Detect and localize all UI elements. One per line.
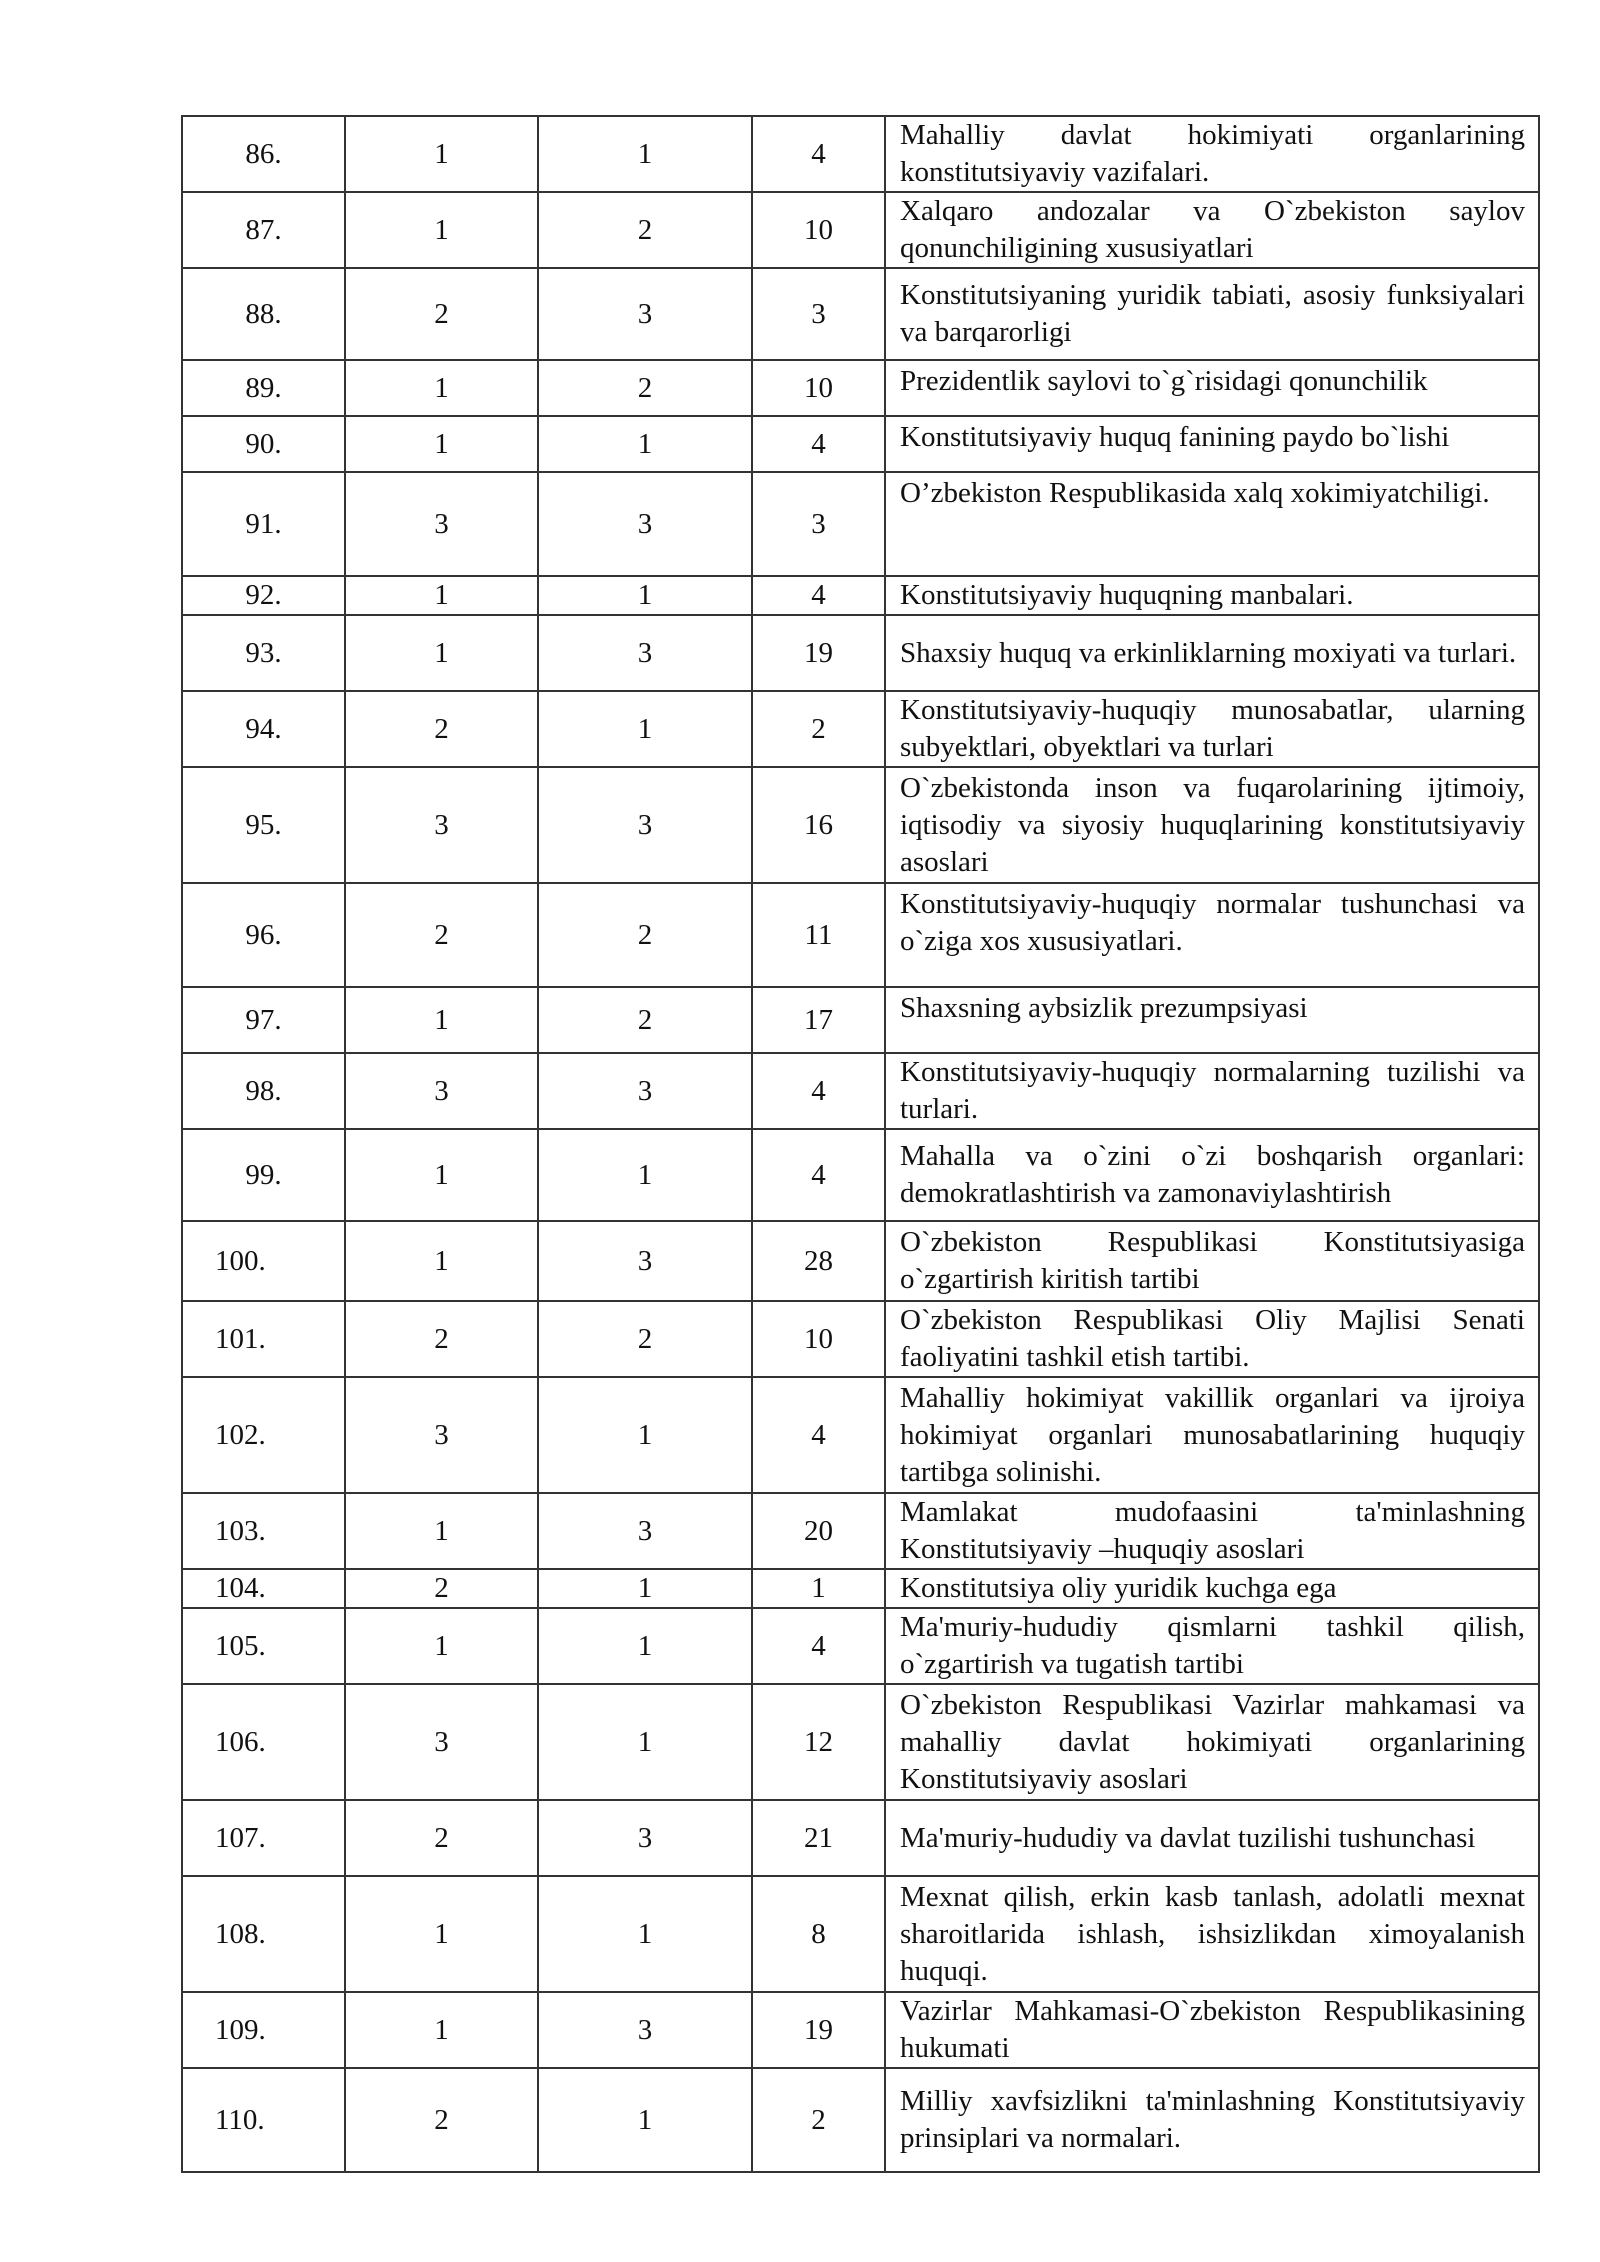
value-cell-2: 1 bbox=[538, 576, 752, 615]
value-cell-3: 4 bbox=[752, 116, 885, 192]
value-cell-2: 3 bbox=[538, 767, 752, 883]
value-cell-1: 1 bbox=[345, 192, 538, 268]
topic-text-cell: O`zbekiston Respublikasi Oliy Majlisi Senati faoliyatini tashkil etish tartibi. bbox=[885, 1301, 1539, 1377]
topic-text-cell: Prezidentlik saylovi to`g`risidagi qonunchilik bbox=[885, 360, 1539, 416]
row-number-cell: 104. bbox=[182, 1569, 345, 1608]
value-cell-2: 3 bbox=[538, 1221, 752, 1301]
topic-text-cell: Mamlakat mudofaasini ta'minlashning Konstitutsiyaviy –huquqiy asoslari bbox=[885, 1493, 1539, 1569]
row-number-cell: 103. bbox=[182, 1493, 345, 1569]
table-row bbox=[182, 2068, 1539, 2172]
row-number-cell: 96. bbox=[182, 883, 345, 987]
table-row bbox=[182, 1992, 1539, 2068]
value-cell-1: 1 bbox=[345, 1876, 538, 1992]
value-cell-1: 1 bbox=[345, 615, 538, 691]
row-number-cell: 93. bbox=[182, 615, 345, 691]
table-row bbox=[182, 1129, 1539, 1221]
row-number-cell: 100. bbox=[182, 1221, 345, 1301]
value-cell-3: 3 bbox=[752, 472, 885, 576]
value-cell-3: 28 bbox=[752, 1221, 885, 1301]
topic-text-cell: Konstitutsiyaviy huquq fanining paydo bo`lishi bbox=[885, 416, 1539, 472]
value-cell-3: 16 bbox=[752, 767, 885, 883]
questions-table bbox=[181, 115, 1540, 2173]
table-row bbox=[182, 1493, 1539, 1569]
value-cell-1: 3 bbox=[345, 1684, 538, 1800]
questions-table-body bbox=[182, 116, 1539, 2172]
value-cell-1: 2 bbox=[345, 1569, 538, 1608]
table-row bbox=[182, 1684, 1539, 1800]
value-cell-3: 3 bbox=[752, 268, 885, 360]
value-cell-1: 2 bbox=[345, 2068, 538, 2172]
topic-text-cell: Mahalliy hokimiyat vakillik organlari va ijroiya hokimiyat organlari munosabatlarining huquqiy tartibga solinishi. bbox=[885, 1377, 1539, 1493]
value-cell-1: 1 bbox=[345, 987, 538, 1053]
value-cell-1: 3 bbox=[345, 472, 538, 576]
value-cell-3: 11 bbox=[752, 883, 885, 987]
table-row bbox=[182, 1569, 1539, 1608]
row-number-cell: 109. bbox=[182, 1992, 345, 2068]
row-number-cell: 89. bbox=[182, 360, 345, 416]
table-row bbox=[182, 268, 1539, 360]
value-cell-2: 1 bbox=[538, 1377, 752, 1493]
value-cell-1: 3 bbox=[345, 1053, 538, 1129]
topic-text-cell: Konstitutsiya oliy yuridik kuchga ega bbox=[885, 1569, 1539, 1608]
value-cell-3: 17 bbox=[752, 987, 885, 1053]
value-cell-2: 2 bbox=[538, 192, 752, 268]
topic-text-cell: Mahalliy davlat hokimiyati organlarining konstitutsiyaviy vazifalari. bbox=[885, 116, 1539, 192]
row-number-cell: 88. bbox=[182, 268, 345, 360]
value-cell-2: 3 bbox=[538, 1053, 752, 1129]
table-row bbox=[182, 1221, 1539, 1301]
table-row bbox=[182, 416, 1539, 472]
value-cell-1: 1 bbox=[345, 1221, 538, 1301]
value-cell-1: 1 bbox=[345, 1493, 538, 1569]
value-cell-3: 21 bbox=[752, 1800, 885, 1876]
row-number-cell: 91. bbox=[182, 472, 345, 576]
value-cell-3: 20 bbox=[752, 1493, 885, 1569]
value-cell-1: 2 bbox=[345, 1800, 538, 1876]
value-cell-1: 1 bbox=[345, 1608, 538, 1684]
table-row bbox=[182, 883, 1539, 987]
value-cell-2: 3 bbox=[538, 268, 752, 360]
value-cell-2: 2 bbox=[538, 360, 752, 416]
table-row bbox=[182, 360, 1539, 416]
topic-text-cell: Konstitutsiyaviy-huquqiy normalarning tuzilishi va turlari. bbox=[885, 1053, 1539, 1129]
table-row bbox=[182, 987, 1539, 1053]
value-cell-2: 3 bbox=[538, 1800, 752, 1876]
topic-text-cell: Konstitutsiyaviy-huquqiy normalar tushunchasi va o`ziga xos xususiyatlari. bbox=[885, 883, 1539, 987]
topic-text-cell: Ma'muriy-hududiy va davlat tuzilishi tushunchasi bbox=[885, 1800, 1539, 1876]
row-number-cell: 106. bbox=[182, 1684, 345, 1800]
row-number-cell: 97. bbox=[182, 987, 345, 1053]
value-cell-3: 12 bbox=[752, 1684, 885, 1800]
value-cell-3: 4 bbox=[752, 1053, 885, 1129]
topic-text-cell: Konstitutsiyaviy huquqning manbalari. bbox=[885, 576, 1539, 615]
value-cell-2: 1 bbox=[538, 1608, 752, 1684]
topic-text-cell: O`zbekiston Respublikasi Konstitutsiyasiga o`zgartirish kiritish tartibi bbox=[885, 1221, 1539, 1301]
value-cell-1: 2 bbox=[345, 883, 538, 987]
value-cell-1: 1 bbox=[345, 1992, 538, 2068]
value-cell-1: 2 bbox=[345, 1301, 538, 1377]
value-cell-3: 4 bbox=[752, 1608, 885, 1684]
value-cell-3: 2 bbox=[752, 691, 885, 767]
topic-text-cell: Shaxsning aybsizlik prezumpsiyasi bbox=[885, 987, 1539, 1053]
value-cell-3: 10 bbox=[752, 1301, 885, 1377]
value-cell-1: 1 bbox=[345, 416, 538, 472]
table-row bbox=[182, 691, 1539, 767]
row-number-cell: 94. bbox=[182, 691, 345, 767]
value-cell-2: 3 bbox=[538, 1493, 752, 1569]
value-cell-2: 1 bbox=[538, 1876, 752, 1992]
value-cell-3: 1 bbox=[752, 1569, 885, 1608]
row-number-cell: 105. bbox=[182, 1608, 345, 1684]
table-row bbox=[182, 1800, 1539, 1876]
value-cell-1: 2 bbox=[345, 268, 538, 360]
value-cell-2: 1 bbox=[538, 1129, 752, 1221]
row-number-cell: 101. bbox=[182, 1301, 345, 1377]
topic-text-cell: Milliy xavfsizlikni ta'minlashning Konstitutsiyaviy prinsiplari va normalari. bbox=[885, 2068, 1539, 2172]
value-cell-2: 1 bbox=[538, 1569, 752, 1608]
table-row bbox=[182, 1608, 1539, 1684]
value-cell-3: 4 bbox=[752, 416, 885, 472]
value-cell-1: 1 bbox=[345, 360, 538, 416]
row-number-cell: 99. bbox=[182, 1129, 345, 1221]
topic-text-cell: Vazirlar Mahkamasi-O`zbekiston Respublikasining hukumati bbox=[885, 1992, 1539, 2068]
value-cell-3: 10 bbox=[752, 192, 885, 268]
value-cell-1: 2 bbox=[345, 691, 538, 767]
table-row bbox=[182, 1301, 1539, 1377]
value-cell-3: 4 bbox=[752, 1129, 885, 1221]
value-cell-3: 19 bbox=[752, 615, 885, 691]
value-cell-2: 1 bbox=[538, 691, 752, 767]
value-cell-2: 1 bbox=[538, 116, 752, 192]
topic-text-cell: O`zbekistonda inson va fuqarolarining ijtimoiy, iqtisodiy va siyosiy huquqlarining konstitutsiyaviy asoslari bbox=[885, 767, 1539, 883]
table-row bbox=[182, 615, 1539, 691]
value-cell-2: 1 bbox=[538, 1684, 752, 1800]
row-number-cell: 108. bbox=[182, 1876, 345, 1992]
row-number-cell: 110. bbox=[182, 2068, 345, 2172]
table-row bbox=[182, 116, 1539, 192]
value-cell-2: 1 bbox=[538, 416, 752, 472]
topic-text-cell: Mexnat qilish, erkin kasb tanlash, adolatli mexnat sharoitlarida ishlash, ishsizlikdan ximoyalanish huquqi. bbox=[885, 1876, 1539, 1992]
topic-text-cell: Shaxsiy huquq va erkinliklarning moxiyati va turlari. bbox=[885, 615, 1539, 691]
value-cell-1: 1 bbox=[345, 1129, 538, 1221]
table-row bbox=[182, 1053, 1539, 1129]
value-cell-1: 1 bbox=[345, 116, 538, 192]
row-number-cell: 102. bbox=[182, 1377, 345, 1493]
value-cell-1: 1 bbox=[345, 576, 538, 615]
value-cell-2: 3 bbox=[538, 615, 752, 691]
table-row bbox=[182, 576, 1539, 615]
table-row bbox=[182, 472, 1539, 576]
topic-text-cell: O`zbekiston Respublikasi Vazirlar mahkamasi va mahalliy davlat hokimiyati organlarining Konstitutsiyaviy asoslari bbox=[885, 1684, 1539, 1800]
topic-text-cell: O’zbekiston Respublikasida xalq xokimiyatchiligi. bbox=[885, 472, 1539, 576]
value-cell-3: 4 bbox=[752, 1377, 885, 1493]
value-cell-3: 4 bbox=[752, 576, 885, 615]
row-number-cell: 95. bbox=[182, 767, 345, 883]
row-number-cell: 107. bbox=[182, 1800, 345, 1876]
value-cell-2: 2 bbox=[538, 987, 752, 1053]
table-row bbox=[182, 1876, 1539, 1992]
row-number-cell: 90. bbox=[182, 416, 345, 472]
topic-text-cell: Konstitutsiyaviy-huquqiy munosabatlar, ularning subyektlari, obyektlari va turlari bbox=[885, 691, 1539, 767]
value-cell-2: 1 bbox=[538, 2068, 752, 2172]
value-cell-2: 3 bbox=[538, 472, 752, 576]
row-number-cell: 98. bbox=[182, 1053, 345, 1129]
table-row bbox=[182, 767, 1539, 883]
table-row bbox=[182, 192, 1539, 268]
value-cell-3: 10 bbox=[752, 360, 885, 416]
topic-text-cell: Konstitutsiyaning yuridik tabiati, asosiy funksiyalari va barqarorligi bbox=[885, 268, 1539, 360]
topic-text-cell: Xalqaro andozalar va O`zbekiston saylov qonunchiligining xususiyatlari bbox=[885, 192, 1539, 268]
value-cell-2: 3 bbox=[538, 1992, 752, 2068]
value-cell-3: 2 bbox=[752, 2068, 885, 2172]
topic-text-cell: Mahalla va o`zini o`zi boshqarish organlari: demokratlashtirish va zamonaviylashtirish bbox=[885, 1129, 1539, 1221]
value-cell-3: 19 bbox=[752, 1992, 885, 2068]
table-row bbox=[182, 1377, 1539, 1493]
topic-text-cell: Ma'muriy-hududiy qismlarni tashkil qilish, o`zgartirish va tugatish tartibi bbox=[885, 1608, 1539, 1684]
value-cell-1: 3 bbox=[345, 767, 538, 883]
row-number-cell: 86. bbox=[182, 116, 345, 192]
row-number-cell: 87. bbox=[182, 192, 345, 268]
value-cell-2: 2 bbox=[538, 1301, 752, 1377]
value-cell-1: 3 bbox=[345, 1377, 538, 1493]
value-cell-3: 8 bbox=[752, 1876, 885, 1992]
row-number-cell: 92. bbox=[182, 576, 345, 615]
value-cell-2: 2 bbox=[538, 883, 752, 987]
